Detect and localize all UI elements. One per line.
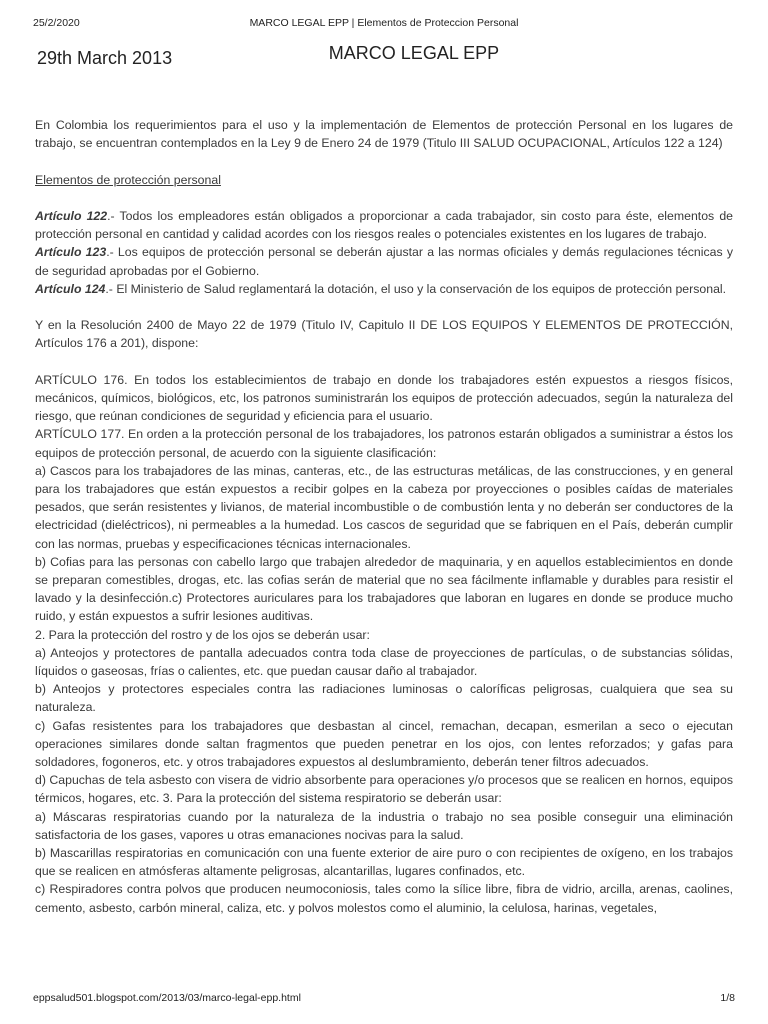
post-body xyxy=(35,116,733,917)
body-paragraph: 2. Para la protección del rostro y de los ojos se deberán usar: xyxy=(35,627,370,642)
body-paragraph: d) Capuchas de tela asbesto con visera de vidrio absorbente para operaciones y/o procesos que se realicen en hornos, equipos térmicos, hogares, etc. 3. Para la protección del sistema respiratorio se deberán usar: xyxy=(35,773,733,806)
resolution-intro: Y en la Resolución 2400 de Mayo 22 de 1979 (Titulo IV, Capitulo II DE LOS EQUIPOS Y ELEMENTOS DE PROTECCIÓN, Artículos 176 a 201), dispone: xyxy=(35,318,733,351)
body-paragraph: c) Respiradores contra polvos que producen neumoconiosis, tales como la sílice libre, fibra de vidrio, arcilla, arenas, caolines, cemento, asbesto, carbón mineral, caliza, etc. y polvos molestos como el aluminio, la celulosa, harinas, vegetales, xyxy=(35,882,733,915)
print-header xyxy=(33,17,735,31)
article-label: Artículo 122 xyxy=(35,208,108,223)
post-title: MARCO LEGAL EPP xyxy=(328,43,500,63)
page-number: 1/8 xyxy=(720,992,735,1004)
article-label: Artículo 124 xyxy=(35,281,106,296)
post-date: 29th March 2013 xyxy=(37,48,173,68)
print-page-title: MARCO LEGAL EPP | Elementos de Proteccion Personal xyxy=(249,17,519,29)
article-text: .- Todos los empleadores están obligados a proporcionar a cada trabajador, sin costo para éste, elementos de protección personal en cantidad y calidad acordes con los riesgos reales o potenciales existentes en los lugares de trabajo. xyxy=(35,208,734,242)
body-paragraph: ARTÍCULO 176. En todos los establecimientos de trabajo en donde los trabajadores estén expuestos a riesgos físicos, mecánicos, químicos, biológicos, etc, los patronos suministrarán los equipos de protección adecuados, según la naturaleza del riesgo, que reúnan condiciones de seguridad y eficiencia para el usuario. xyxy=(35,372,733,424)
article-text: .- El Ministerio de Salud reglamentará la dotación, el uso y la conservación de los equipos de protección personal. xyxy=(105,281,727,296)
body-paragraph: a) Anteojos y protectores de pantalla adecuados contra toda clase de proyecciones de partículas, o de substancias sólidas, líquidos o gaseosas, frías o calientes, etc. que puedan causar daño al trabajador. xyxy=(35,645,733,679)
article-123 xyxy=(35,243,733,279)
body-paragraph: b) Mascarillas respiratorias en comunicación con una fuente exterior de aire puro o con recipientes de oxígeno, en los trabajos que se realicen en atmósferas altamente peligrosas, alcantarillas, lugares confinados, etc. xyxy=(35,846,733,879)
article-label: Artículo 123 xyxy=(35,245,107,260)
print-date: 25/2/2020 xyxy=(33,17,80,29)
section-heading: Elementos de protección personal xyxy=(35,172,221,187)
body-paragraph: ARTÍCULO 177. En orden a la protección personal de los trabajadores, los patronos estarán obligados a suministrar a éstos los equipos de protección personal, de acuerdo con la siguiente clasificación: xyxy=(35,427,733,460)
article-122 xyxy=(35,207,733,243)
body-paragraph: a) Máscaras respiratorias cuando por la naturaleza de la industria o trabajo no sea posible conseguir una eliminación satisfactoria de los gases, vapores u otras emanaciones nocivas para la salud. xyxy=(35,809,733,842)
body-paragraph: a) Cascos para los trabajadores de las minas, canteras, etc., de las estructuras metálicas, de las construcciones, y en general para los trabajadores que están expuestos a recibir golpes en la cabeza por proyecciones o posibles caídas de materiales pesados, que serán resistentes y livianos, de material incombustible o de combustión lenta y no deberán ser conductores de la electricidad (dieléctricos), ni permeables a la humedad. Los cascos de seguridad que se fabriquen en el País, deberán cumplir con las normas, pruebas y especificaciones técnicas internacionales. xyxy=(35,463,733,551)
body-paragraph: c) Gafas resistentes para los trabajadores que desbastan al cincel, remachan, decapan, esmerilan a seco o ejecutan operaciones similares donde saltan fragmentos que pueden penetrar en los ojos, con lentes reforzados; y gafas para soldadores, fogoneros, etc. y otros trabajadores expuestos al deslumbramiento, deberán tener filtros adecuados. xyxy=(35,718,733,770)
body-paragraph: b) Cofias para las personas con cabello largo que trabajen alrededor de maquinaria, y en aquellos establecimientos en donde se preparan comestibles, drogas, etc. las cofias serán de material que no sea fácilmente inflamable y durables para resistir el lavado y la desinfección.c) Protectores auriculares para los trabajadores que laboran en lugares en donde se produce mucho ruido, y están expuestos a sufrir lesiones auditivas. xyxy=(35,554,733,624)
body-paragraph: b) Anteojos y protectores especiales contra las radiaciones luminosas o caloríficas peligrosas, cualquiera que sea su naturaleza. xyxy=(35,682,733,715)
intro-paragraph: En Colombia los requerimientos para el uso y la implementación de Elementos de protección Personal en los lugares de trabajo, se encuentran contemplados en la Ley 9 de Enero 24 de 1979 (Titulo III SALUD OCUPACIONAL, Artículos 122 a 124) xyxy=(35,118,733,151)
print-footer xyxy=(33,992,735,1006)
article-text: .- Los equipos de protección personal se deberán ajustar a las normas oficiales y demás regulaciones técnicas y de seguridad aprobadas por el Gobierno. xyxy=(35,245,734,278)
article-124 xyxy=(35,280,733,298)
page-url: eppsalud501.blogspot.com/2013/03/marco-legal-epp.html xyxy=(33,992,301,1004)
